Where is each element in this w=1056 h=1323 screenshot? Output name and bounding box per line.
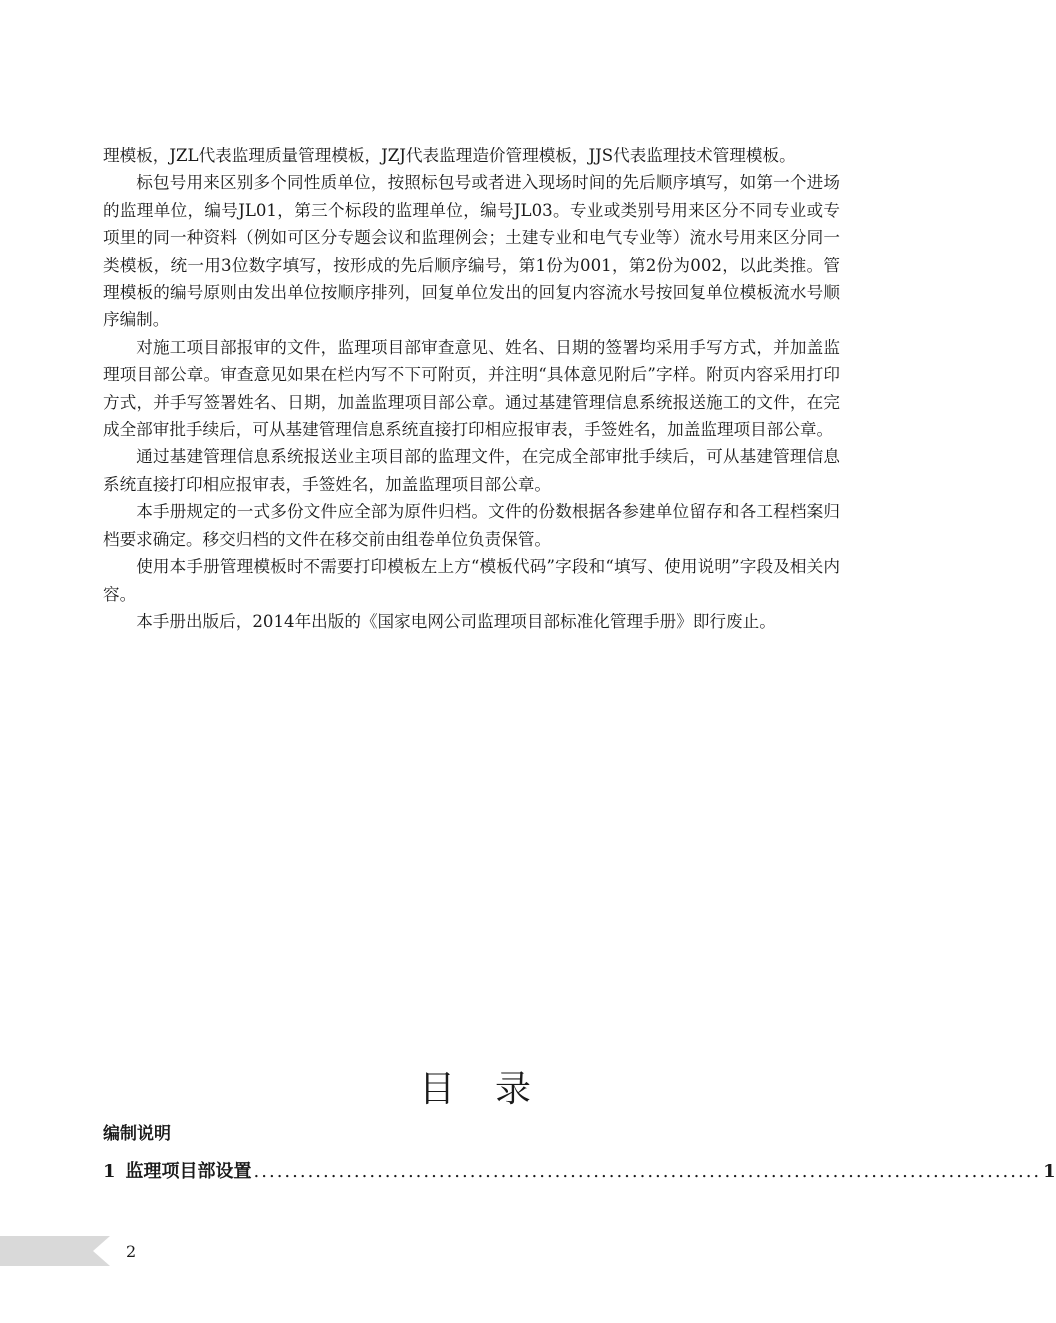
toc-title: 目录 bbox=[418, 1069, 571, 1110]
paragraph-4: 通过基建管理信息系统报送业主项目部的监理文件，在完成全部审批手续后，可从基建管理信息系统直接打印相应报审表，手签姓名，加盖监理项目部公章。 bbox=[103, 447, 840, 494]
paragraph-7: 本手册出版后，2014年出版的《国家电网公司监理项目部标准化管理手册》即行废止。 bbox=[136, 611, 776, 631]
toc-dot-leader: ...................................................................................................... bbox=[253, 1161, 1042, 1182]
toc-entry-page: 1 bbox=[1043, 1161, 1056, 1182]
toc-entry-label: 监理项目部设置 bbox=[125, 1161, 252, 1182]
body-text bbox=[103, 142, 840, 635]
page-number: 2 bbox=[126, 1242, 137, 1261]
paragraph-1: 理模板，JZL代表监理质量管理模板，JZJ代表监理造价管理模板，JJS代表监理技术管理模板。 bbox=[103, 146, 796, 165]
toc-entry[interactable] bbox=[103, 1157, 1056, 1187]
paragraph-6: 使用本手册管理模板时不需要打印模板左上方“模板代码”字段和“填写、使用说明”字段及相关内容。 bbox=[103, 557, 840, 604]
paragraph-3: 对施工项目部报审的文件，监理项目部审查意见、姓名、日期的签署均采用手写方式，并加盖监理项目部公章。审查意见如果在栏内写不下可附页，并注明“具体意见附后”字样。附页内容采用打印方式，并手写签署姓名、日期，加盖监理项目部公章。通过基建管理信息系统报送施工的文件，在完成全部审批手续后，可从基建管理信息系统直接打印相应报审表，手签姓名，加盖监理项目部公章。 bbox=[103, 337, 840, 440]
footer-tab-shape bbox=[0, 1236, 110, 1266]
toc-entry-number: 1 bbox=[103, 1161, 116, 1182]
toc-section-heading[interactable]: 编制说明 bbox=[103, 1124, 171, 1144]
paragraph-5: 本手册规定的一式多份文件应全部为原件归档。文件的份数根据各参建单位留存和各工程档案归档要求确定。移交归档的文件在移交前由组卷单位负责保管。 bbox=[103, 502, 840, 549]
paragraph-2: 标包号用来区别多个同性质单位，按照标包号或者进入现场时间的先后顺序填写，如第一个进场的监理单位，编号JL01，第三个标段的监理单位，编号JL03。专业或类别号用来区分不同专业或专项里的同一种资料（例如可区分专题会议和监理例会；土建专业和电气专业等）流水号用来区分同一类模板，统一用3位数字填写，按形成的先后顺序编号，第1份为001，第2份为002，以此类推。管理模板的编号原则由发出单位按顺序排列，回复单位发出的回复内容流水号按回复单位模板流水号顺序编制。 bbox=[103, 173, 840, 330]
